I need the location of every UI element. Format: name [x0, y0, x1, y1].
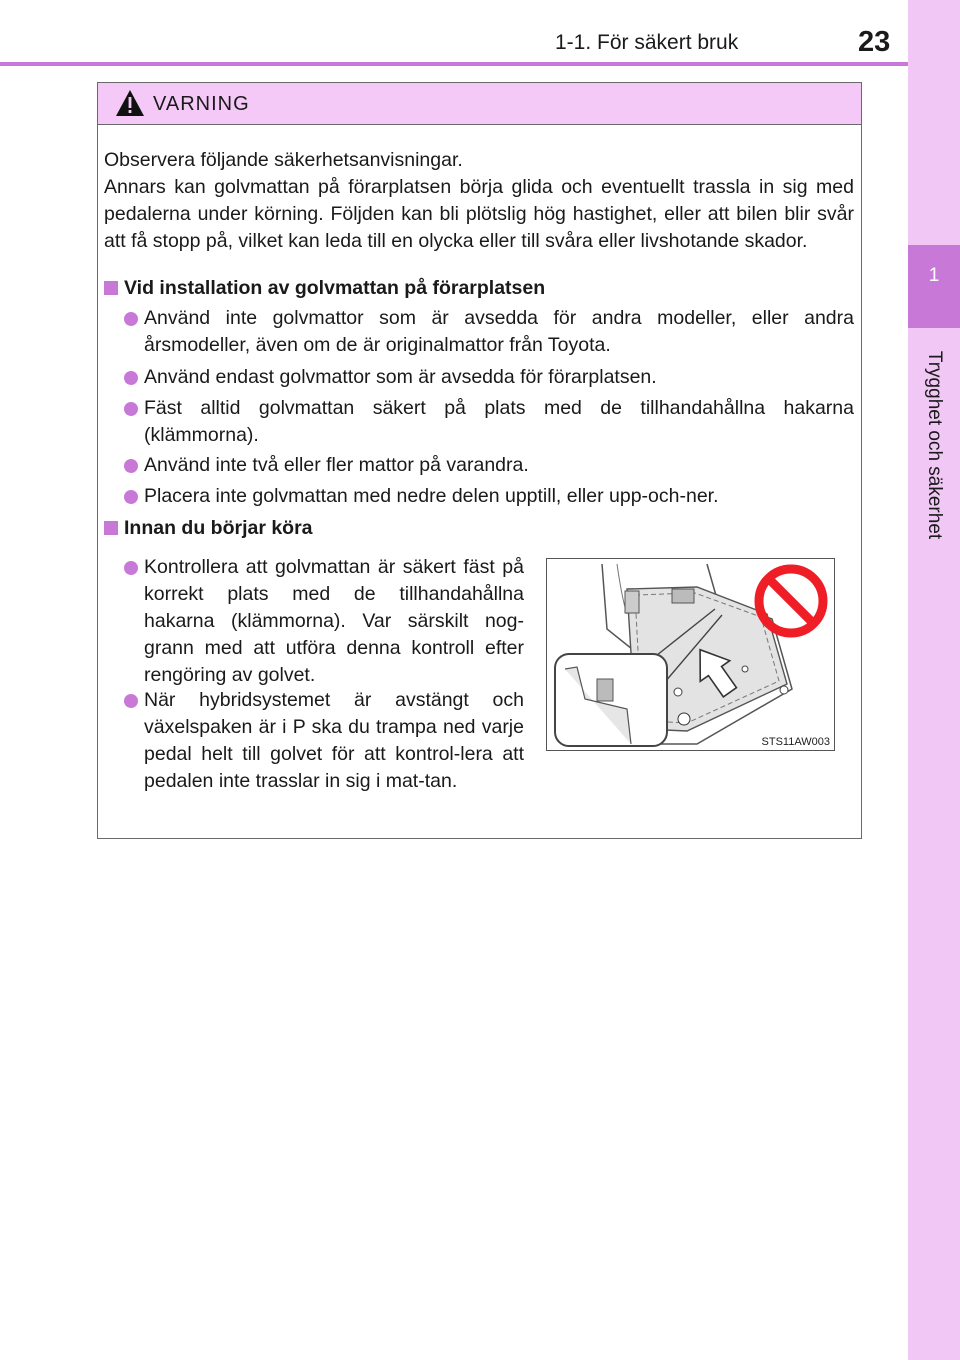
chapter-side-tab: [908, 0, 960, 1360]
list-item: När hybridsystemet är avstängt och växelspaken är i P ska du trampa ned varje pedal helt till golvet för att kontrol-lera att pedalen inte trasslar in sig i mat-tan.: [124, 687, 524, 795]
section-title: 1-1. För säkert bruk: [555, 31, 739, 54]
round-bullet-icon: [124, 459, 138, 473]
square-bullet-icon: [104, 281, 118, 295]
list-item: Kontrollera att golvmattan är säkert fäst på korrekt plats med de tillhandahållna hakarna (klämmorna). Var särskilt nog-grann med att utföra denna kontroll efter rengöring av golvet.: [124, 554, 524, 689]
warning-header: [98, 83, 861, 125]
list-item: Placera inte golvmattan med nedre delen upptill, eller upp-och-ner.: [124, 483, 854, 510]
round-bullet-icon: [124, 694, 138, 708]
warning-box: [97, 82, 862, 839]
round-bullet-icon: [124, 490, 138, 504]
warning-triangle-icon: [115, 89, 145, 117]
illustration-code: STS11AW003: [761, 736, 830, 748]
floor-mat-drawing: [547, 559, 835, 751]
warning-intro: [98, 147, 863, 255]
intro-paragraph: Annars kan golvmattan på förarplatsen börja glida och eventuellt trassla in sig med pedalerna under körning. Följden kan bli plötslig hög hastighet, eller att bilen blir svår att få stopp på, vilket kan leda till en olycka eller till svåra eller livshotande skador.: [104, 176, 854, 252]
round-bullet-icon: [124, 312, 138, 326]
list-item: Använd endast golvmattor som är avsedda för förarplatsen.: [124, 364, 854, 391]
section-heading-before-driving: Innan du börjar köra: [104, 515, 313, 542]
page-number: 23: [858, 26, 891, 58]
header-divider: [0, 62, 910, 66]
list-item: Använd inte golvmattor som är avsedda för andra modeller, eller andra årsmodeller, även om de är originalmattor från Toyota.: [124, 305, 854, 359]
chapter-number: 1: [928, 265, 940, 286]
intro-line-1: Observera följande säkerhetsanvisningar.: [104, 149, 463, 171]
list-item: Fäst alltid golvmattan säkert på plats med de tillhandahållna hakarna (klämmorna).: [124, 395, 854, 449]
square-bullet-icon: [104, 521, 118, 535]
round-bullet-icon: [124, 371, 138, 385]
list-item: Använd inte två eller fler mattor på varandra.: [124, 452, 854, 479]
section-heading-installation: Vid installation av golvmattan på förarplatsen: [104, 275, 545, 302]
chapter-title: Trygghet och säkerhet: [924, 350, 945, 540]
warning-label: VARNING: [153, 93, 250, 115]
floor-mat-illustration: [546, 558, 835, 751]
round-bullet-icon: [124, 402, 138, 416]
round-bullet-icon: [124, 561, 138, 575]
